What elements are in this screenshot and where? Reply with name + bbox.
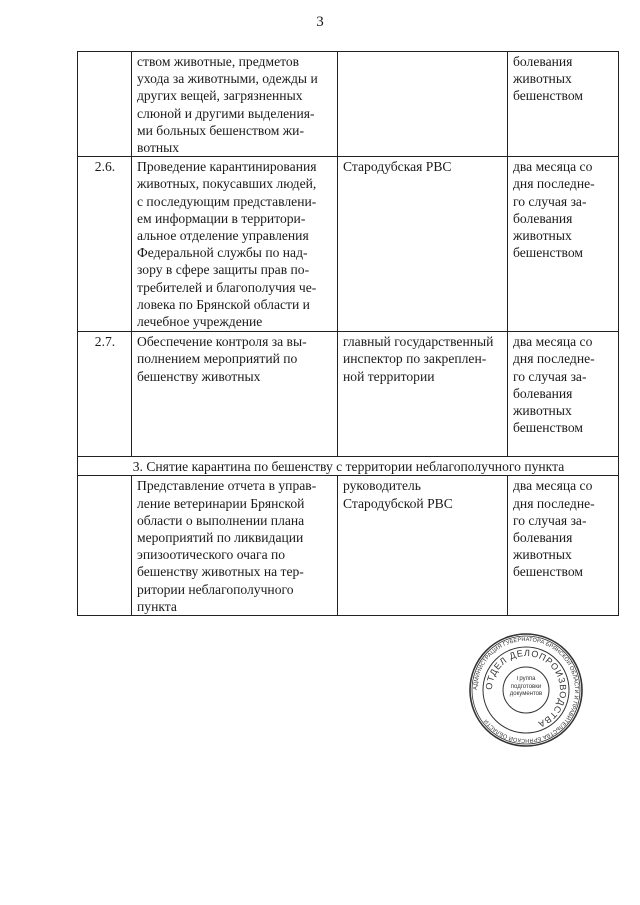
table-row (78, 332, 619, 457)
row-number: 2.7. (78, 332, 132, 457)
term-cell: два месяца со дня последне- го случая за- болевания животных бешенством (508, 332, 619, 457)
row-number (78, 52, 132, 157)
table-row (78, 52, 619, 157)
term-cell: два месяца со дня последне- го случая за- болевания животных бешенством (508, 157, 619, 332)
table-row (78, 157, 619, 332)
page-number: 3 (316, 14, 324, 30)
term-cell: два месяца со дня последне- го случая за- болевания животных бешенством (508, 476, 619, 616)
table-row (78, 476, 619, 616)
responsible-cell: Стародубская РВС (338, 157, 508, 332)
stamp-outer-text: АДМИНИСТРАЦИЯ ГУБЕРНАТОРА БРЯНСКОЙ ОБЛАСТИ И ПРАВИТЕЛЬСТВА БРЯНСКОЙ ОБЛАСТИ (472, 636, 580, 744)
row-number: 2.6. (78, 157, 132, 332)
term-cell: болевания животных бешенством (508, 52, 619, 157)
event-cell: Обеспечение контроля за вы- полнением мероприятий по бешенству животных (132, 332, 338, 457)
section-title: 3. Снятие карантина по бешенству с территории неблагополучного пункта (78, 457, 619, 476)
round-stamp (468, 632, 584, 748)
activity-plan-table (77, 51, 619, 616)
event-cell: ством животные, предметов ухода за животными, одежды и других вещей, загрязненных слюной и другими выделения- ми больных бешенством жи- вотных (132, 52, 338, 157)
event-cell: Представление отчета в управ- ление ветеринарии Брянской области о выполнении плана мероприятий по ликвидации эпизоотического очага по бешенству животных на тер- ритории неблагополучного пункта (132, 476, 338, 616)
section-header-row (78, 457, 619, 476)
responsible-cell (338, 52, 508, 157)
responsible-cell: руководитель Стародубской РВС (338, 476, 508, 616)
stamp-middle-text: ОТДЕЛ ДЕЛОПРОИЗВОДСТВА (483, 647, 569, 730)
stamp-center-text: Группа подготовки документов (509, 676, 543, 697)
event-cell: Проведение карантинирования животных, покусавших людей, с последующим представлени- ем информации в территори- альное отделение управления Федеральной службы по над- зору в сфере защиты прав по- требителей и благополучия че- ловека по Брянской области и лечебное учреждение (132, 157, 338, 332)
responsible-cell: главный государственный инспектор по закреплен- ной территории (338, 332, 508, 457)
row-number (78, 476, 132, 616)
